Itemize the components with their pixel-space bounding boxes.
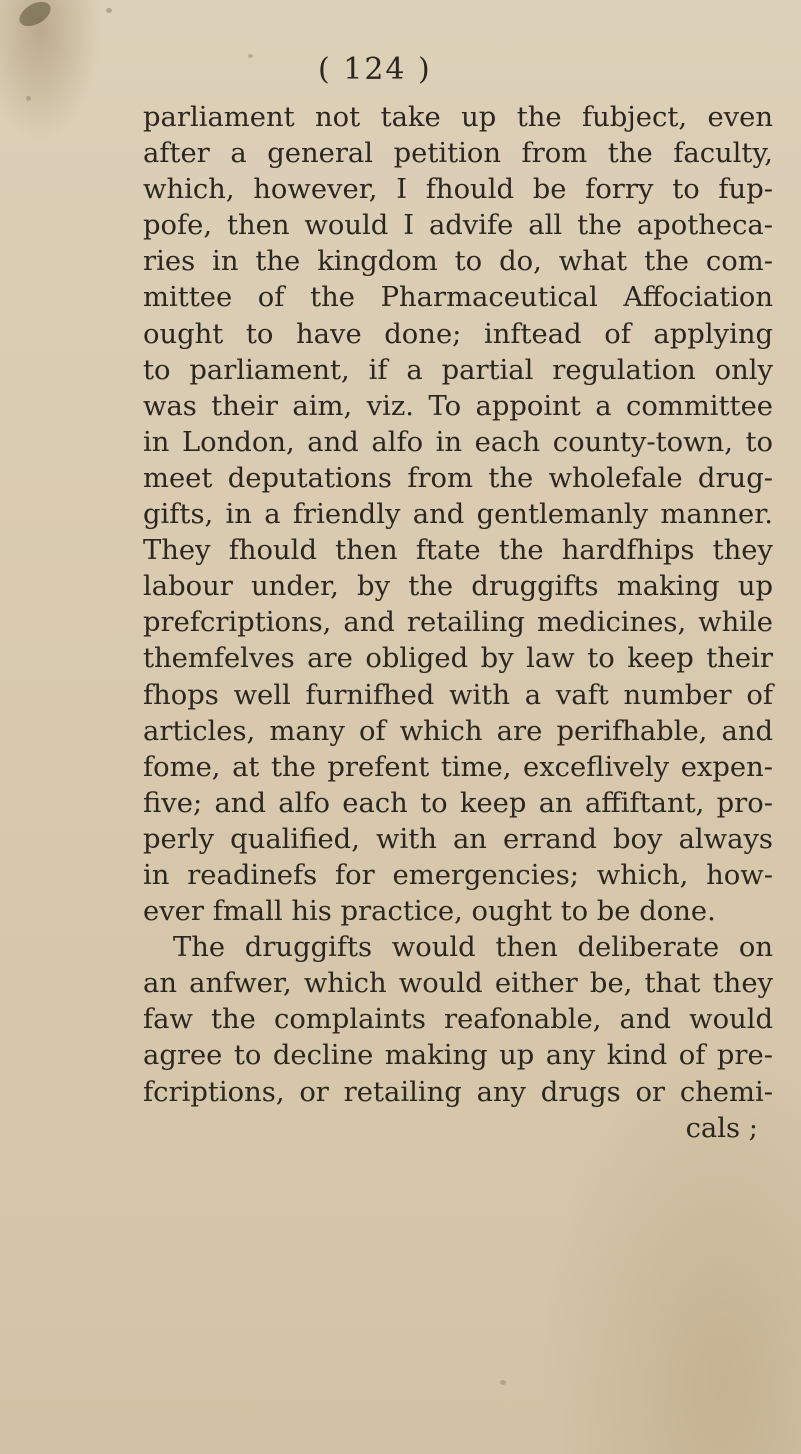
ink-blot [15, 0, 54, 31]
text-line: fome, at the prefent time, exceflively expen- [143, 751, 773, 783]
body-text [143, 100, 773, 1147]
text-line: in London, and alfo in each county-town, to [143, 426, 773, 458]
text-line: an anfwer, which would either be, that they [143, 968, 773, 1000]
text-line: articles, many of which are perifhable, and [143, 715, 773, 747]
foxing-spot [26, 96, 31, 101]
foxing-spot [248, 54, 253, 58]
text-line: labour under, by the druggifts making up [143, 571, 773, 603]
text-line: parliament not take up the fubject, even [143, 102, 773, 133]
text-line: in readinefs for emergencies; which, how- [143, 859, 773, 891]
text-line: mittee of the Pharmaceutical Affociation [143, 282, 773, 314]
catchword: cals ; [685, 1112, 758, 1144]
text-line: ought to have done; inftead of applying [143, 318, 773, 350]
text-line: five; and alfo each to keep an affiftant, pro- [143, 787, 773, 819]
text-line: They fhould then ftate the hardfhips they [143, 535, 773, 567]
paragraph-start-line: The druggifts would then deliberate on [173, 932, 773, 964]
text-line: was their aim, viz. To appoint a committee [143, 390, 773, 422]
page-number: ( 124 ) [318, 52, 432, 87]
text-line: meet deputations from the wholefale drug- [143, 462, 773, 494]
text-line: ries in the kingdom to do, what the com- [143, 246, 773, 278]
text-line: prefcriptions, and retailing medicines, while [143, 607, 773, 639]
text-line: themfelves are obliged by law to keep their [143, 643, 773, 675]
foxing-spot [106, 8, 112, 13]
text-line: agree to decline making up any kind of pre- [143, 1040, 773, 1072]
text-line: perly qualified, with an errand boy always [143, 823, 773, 855]
text-line: ever fmall his practice, ought to be done. [143, 896, 716, 928]
text-line: fhops well furnifhed with a vaft number of [143, 679, 773, 711]
text-line: pofe, then would I advife all the apotheca- [143, 210, 773, 242]
text-line: fcriptions, or retailing any drugs or chemi- [143, 1076, 773, 1108]
foxing-spot [500, 1380, 506, 1385]
text-line: to parliament, if a partial regulation only [143, 354, 773, 386]
text-line: faw the complaints reafonable, and would [143, 1004, 773, 1036]
text-line: which, however, I fhould be forry to fup- [143, 174, 773, 206]
text-line: after a general petition from the faculty, [143, 138, 773, 170]
text-line: gifts, in a friendly and gentlemanly manner. [143, 499, 773, 531]
